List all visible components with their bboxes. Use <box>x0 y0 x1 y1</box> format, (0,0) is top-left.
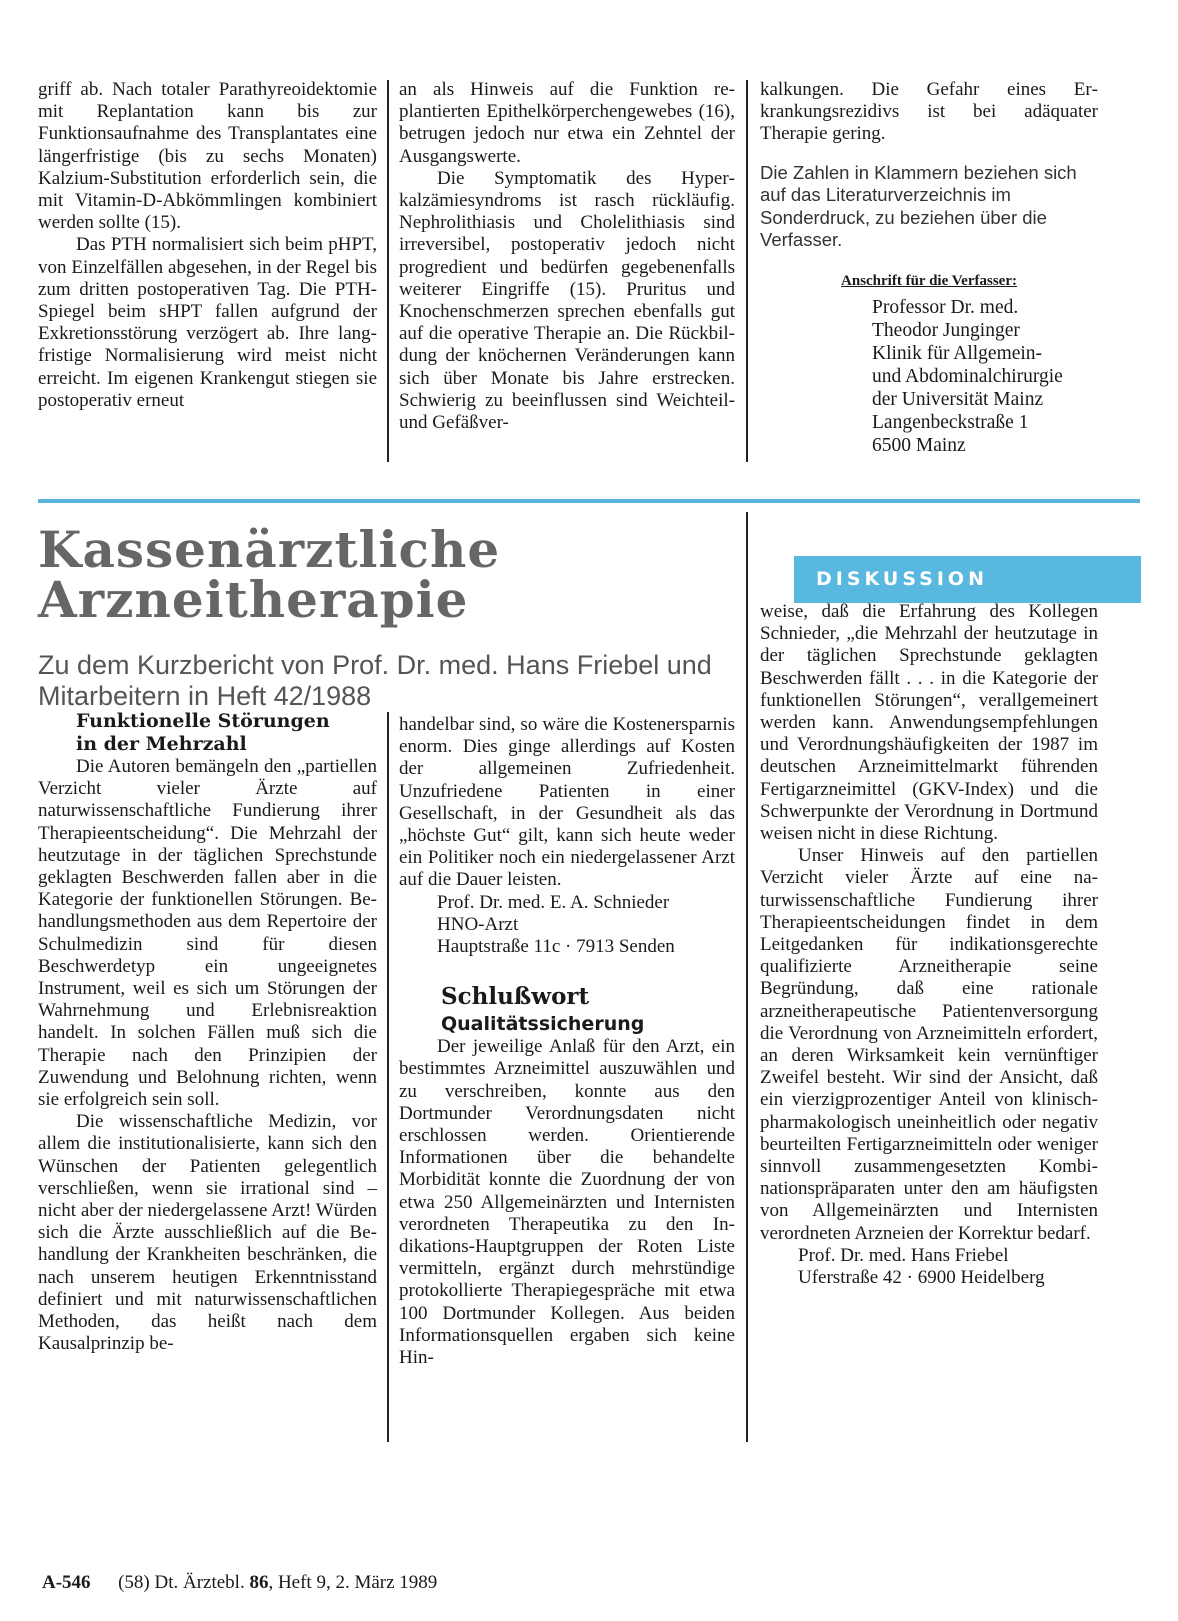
paragraph: Unser Hinweis auf den partiellen Verzicht vieler Ärzte auf eine naturwissenschaftliche Fundierung ihrer Therapieentscheidungen findet in dem Leitgedanken für indikationsgerechte qualifizierte Arzneitherapie seine Begründung, daß eine rationale arzneitherapeutische Patientenversorgung die Verordnung von Arzneimitteln erfordert, an deren Wirksamkeit kein vernünftiger Zweifel besteht. Wir sind der Ansicht, daß ein vierzigprozentiger Anteil von klinisch-pharmakologisch uneinheitlich oder negativ beurteilten Fertigarzneimitteln oder weniger sinnvoll zusammengesetzten Kombinationspräparaten unter den am häufigsten von Allgemeinärzten und Internisten verordneten Arzneien der Korrektur bedarf. <box>760 845 1098 1244</box>
column-divider <box>746 512 748 1442</box>
section-heading <box>76 710 377 756</box>
citation-journal: (58) Dt. Ärztebl. <box>118 1572 245 1593</box>
paragraph: Der jeweilige Anlaß für den Arzt, ein bestimmtes Arzneimittel auszuwählen und zu verschreiben, konnte aus den Dortmunder Verordnungsdaten nicht erschlossen werden. Orientierende Informationen über die behandelte Morbidität konnte die Zuordnung der von etwa 250 Allgemeinärzten und Internisten verordneten Therapeutika zu den Indikations-Hauptgruppen der Roten Liste vermitteln, ergänzt durch mehrstündige protokollierte Therapiegespräche mit etwa 100 Dortmunder Kollegen. Aus beiden Informationsquellen ergaben sich keine Hin- <box>399 1036 735 1369</box>
paragraph: weise, daß die Erfahrung des Kollegen Schnieder, „die Mehrzahl der heutzutage in der täglichen Sprechstunde geklagten Beschwerden fällt . . . in die Kategorie der funktionellen Störungen“, verallgemeinert werden kann. Anwendungsempfehlungen und Verordnungshäufigkeiten der 1987 im deutschen Arzneimittelmarkt führenden Fertigarzneimittel (GKV-Index) und die Schwerpunkte der Verordnung in Dortmund weisen nicht in diese Richtung. <box>760 601 1098 845</box>
article-title <box>38 520 738 629</box>
paragraph: handelbar sind, so wäre die Kostenersparnis enorm. Dies ginge allerdings auf Kosten der allgemeinen Zufriedenheit. Unzufriedene Patienten in einer Gesellschaft, in der Gesundheit als das „höchste Gut“ gilt, kann sich heute weder ein Politiker noch ein niedergelassener Arzt auf die Dauer leisten. <box>399 714 735 891</box>
paragraph: griff ab. Nach totaler Parathyreoidektomie mit Replantation kann bis zur Funktionsaufnahme des Transplantates eine längerfristige (bis zu sechs Monaten) Kalzium-Substitution erforderlich sein, die mit Vitamin-D-Abkömmlingen kombiniert werden sollte (15). <box>38 79 377 234</box>
top-column-3 <box>760 79 1098 457</box>
address-line: Langenbeckstraße 1 <box>872 411 1029 433</box>
author-address <box>760 296 1098 457</box>
column-divider <box>387 712 389 1442</box>
address-line: und Abdominalchirurgie <box>872 365 1063 387</box>
paragraph: Die Autoren bemängeln den „partiellen Verzicht vieler Ärzte auf naturwissenschaftliche Fundierung ihrer Therapieentscheidung“. Die Mehrzahl der heutzutage in der täglichen Sprechstunde geklagten Beschwerden fallen aber in die Kategorie der funktionellen Störungen. Behandlungsmethoden aus dem Repertoire der Schulmedizin sind für diesen Beschwerdetyp ein ungeeignetes Instrument, weil es sich um Störungen der Wahrnehmung und Erlebnisreaktion handelt. In solchen Fällen muß sich die Therapie nach den Prinzipien der Zuwendung und Belohnung richten, wenn sie erfolgreich sein soll. <box>38 756 377 1111</box>
paragraph: an als Hinweis auf die Funktion replantierten Epithelkörperchengewebes (16), betrugen jedoch nur etwa ein Zehntel der Ausgangswerte. <box>399 79 735 167</box>
heading-line: in der Mehrzahl <box>76 733 247 755</box>
citation-issue: , Heft 9, 2. März 1989 <box>268 1572 438 1593</box>
address-line: der Universität Mainz <box>872 388 1044 410</box>
address-line: Professor Dr. med. <box>872 296 1019 318</box>
heading-line: Funktionelle Störungen <box>76 710 330 732</box>
signature-name: Prof. Dr. med. Hans Friebel <box>798 1244 1009 1266</box>
page-footer <box>42 1572 437 1594</box>
signature-address: Uferstraße 42 · 6900 Heidelberg <box>798 1267 1045 1289</box>
title-line: Arzneitherapie <box>38 570 469 629</box>
signature-role: HNO-Arzt <box>437 913 519 935</box>
signature-name: Prof. Dr. med. E. A. Schnieder <box>437 891 670 913</box>
title-line: Kassenärztliche <box>38 520 501 579</box>
address-line: Theodor Junginger <box>872 319 1020 341</box>
signature-block <box>760 1245 1098 1289</box>
article-column-3 <box>760 601 1098 1289</box>
column-divider <box>746 80 748 462</box>
signature-block <box>399 892 735 959</box>
article-column-1 <box>38 710 377 1355</box>
address-line: 6500 Mainz <box>872 434 966 456</box>
signature-address: Hauptstraße 11c · 7913 Senden <box>437 936 675 958</box>
citation-volume: 86 <box>249 1572 269 1593</box>
top-column-2 <box>399 79 735 434</box>
page-number: A-546 <box>42 1572 91 1593</box>
paragraph: Die wissenschaftliche Medizin, vor allem die institutionalisierte, kann sich den Wünschen der Patienten gelegentlich verschließen, wenn sie irrational sind – nicht aber der niedergelassene Arzt! Würden sich die Ärzte ausschließlich auf die Behandlung der Krankheiten beschränken, die nach unserem heutigen Erkenntnisstand definiert und mit naturwissenschaftlichen Methoden, das heißt nach dem Kausalprinzip be- <box>38 1111 377 1355</box>
column-divider <box>387 80 389 462</box>
paragraph: Die Symptomatik des Hyperkalzämiesyndroms ist rasch rückläufig. Nephrolithiasis und Cholelithiasis sind irreversibel, postoperativ jedoch nicht progredient und bedürfen gegebenenfalls weiterer Eingriffe (15). Pruritus und Knochenschmerzen sprechen ebenfalls gut auf die operative Therapie an. Die Rückbildung der knöchernen Veränderungen kann sich über Monate bis Jahre erstrecken. Schwierig zu beeinflussen sind Weichteil- und Gefäßver- <box>399 167 735 434</box>
address-line: Klinik für Allgemein- <box>872 342 1043 364</box>
address-heading: Anschrift für die Verfasser: <box>841 272 1017 289</box>
article-subtitle: Zu dem Kurzbericht von Prof. Dr. med. Hans Friebel und Mitarbeitern in Heft 42/1988 <box>38 650 712 711</box>
section-divider <box>38 499 1140 503</box>
article-column-2 <box>399 714 735 1369</box>
reference-note: Die Zahlen in Klammern beziehen sich auf das Literaturverzeichnis im Sonderdruck, zu beziehen über die Verfasser. <box>760 161 1077 251</box>
section-heading: Schlußwort <box>441 983 590 1011</box>
paragraph: Das PTH normalisiert sich beim pHPT, von Einzelfällen abgesehen, in der Regel bis zum dritten postoperativen Tag. Die PTH-Spiegel beim sHPT fallen aufgrund der Exkretionsstörung verzögert ab. Ihre langfristige Normalisierung wird meist nicht erreicht. Im eigenen Krankengut stiegen sie postoperativ erneut <box>38 234 377 411</box>
discussion-badge: DISKUSSION <box>794 556 1141 603</box>
subsection-heading: Qualitätssicherung <box>441 1013 645 1036</box>
top-column-1 <box>38 79 377 412</box>
paragraph: kalkungen. Die Gefahr eines Erkrankungsrezidivs ist bei adäquater Therapie gering. <box>760 79 1098 145</box>
